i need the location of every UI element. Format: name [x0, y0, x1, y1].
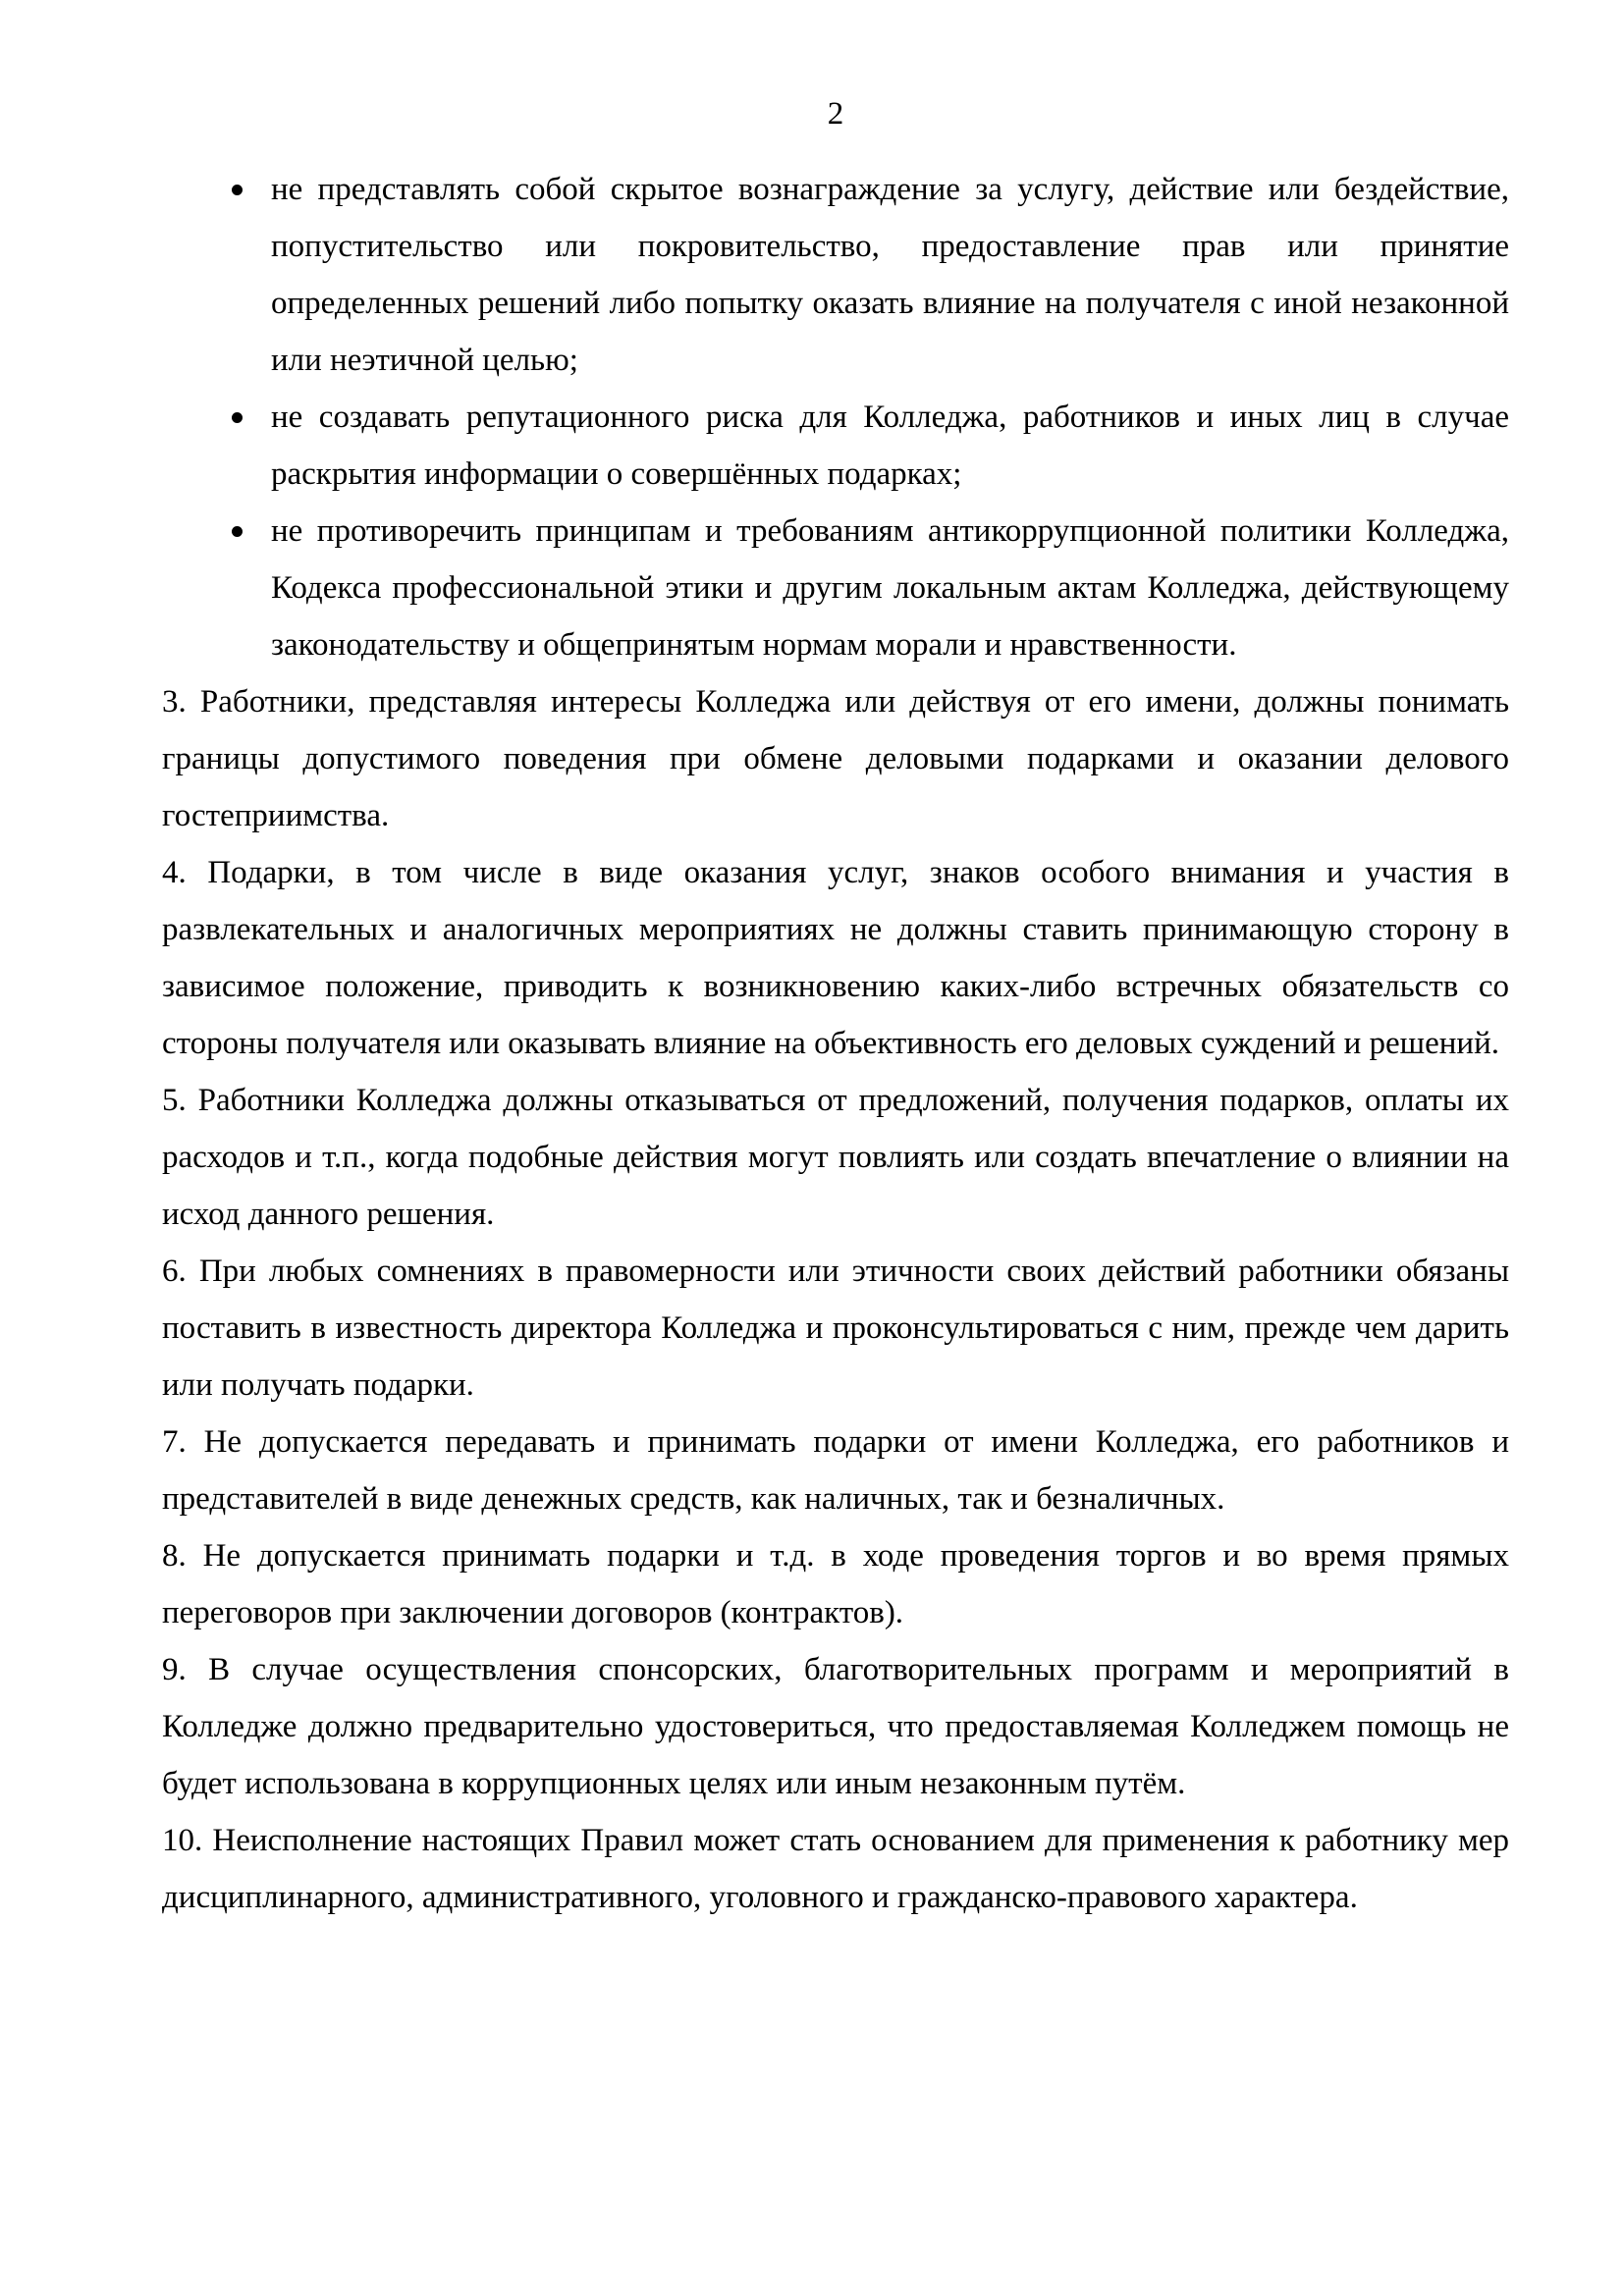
bullet-item	[162, 503, 1509, 673]
paragraph: 4. Подарки, в том числе в виде оказания услуг, знаков особого внимания и участия в развлекательных и аналогичных мероприятиях не должны ставить принимающую сторону в зависимое положение, приводить к возникновению каких-либо встречных обязательств со стороны получателя или оказывать влияние на объективность его деловых суждений и решений.	[162, 855, 1509, 1061]
paragraph: 3. Работники, представляя интересы Колледжа или действуя от его имени, должны понимать границы допустимого поведения при обмене деловыми подарками и оказании делового гостеприимства.	[162, 684, 1509, 833]
bullet-text: не создавать репутационного риска для Колледжа, работников и иных лиц в случае раскрытия информации о совершённых подарках;	[271, 400, 1509, 492]
bullet-list	[162, 161, 1509, 673]
paragraph: 6. При любых сомнениях в правомерности или этичности своих действий работники обязаны поставить в известность директора Колледжа и проконсультироваться с ним, прежде чем дарить или получать подарки.	[162, 1254, 1509, 1403]
bullet-item	[162, 161, 1509, 389]
paragraph: 5. Работники Колледжа должны отказываться от предложений, получения подарков, оплаты их расходов и т.п., когда подобные действия могут повлиять или создать впечатление о влиянии на исход данного решения.	[162, 1083, 1509, 1232]
paragraph: 8. Не допускается принимать подарки и т.д. в ходе проведения торгов и во время прямых переговоров при заключении договоров (контрактов).	[162, 1538, 1509, 1630]
bullet-item	[162, 389, 1509, 503]
paragraph: 9. В случае осуществления спонсорских, благотворительных программ и мероприятий в Колледже должно предварительно удостовериться, что предоставляемая Колледжем помощь не будет использована в коррупционных целях или иным незаконным путём.	[162, 1652, 1509, 1801]
bullet-icon	[232, 412, 243, 423]
paragraph: 10. Неисполнение настоящих Правил может стать основанием для применения к работнику мер дисциплинарного, административного, уголовного и гражданско-правового характера.	[162, 1823, 1509, 1915]
bullet-icon	[232, 185, 243, 195]
page-number: 2	[827, 96, 844, 132]
paragraph: 7. Не допускается передавать и принимать подарки от имени Колледжа, его работников и представителей в виде денежных средств, как наличных, так и безналичных.	[162, 1424, 1509, 1517]
bullet-text: не противоречить принципам и требованиям антикоррупционной политики Колледжа, Кодекса профессиональной этики и другим локальным актам Колледжа, действующему законодательству и общепринятым нормам морали и нравственности.	[271, 513, 1509, 663]
bullet-icon	[232, 526, 243, 537]
document-body	[162, 161, 1509, 1926]
bullet-text: не представлять собой скрытое вознаграждение за услугу, действие или бездействие, попустительство или покровительство, предоставление прав или принятие определенных решений либо попытку оказать влияние на получателя с иной незаконной или неэтичной целью;	[271, 172, 1509, 378]
